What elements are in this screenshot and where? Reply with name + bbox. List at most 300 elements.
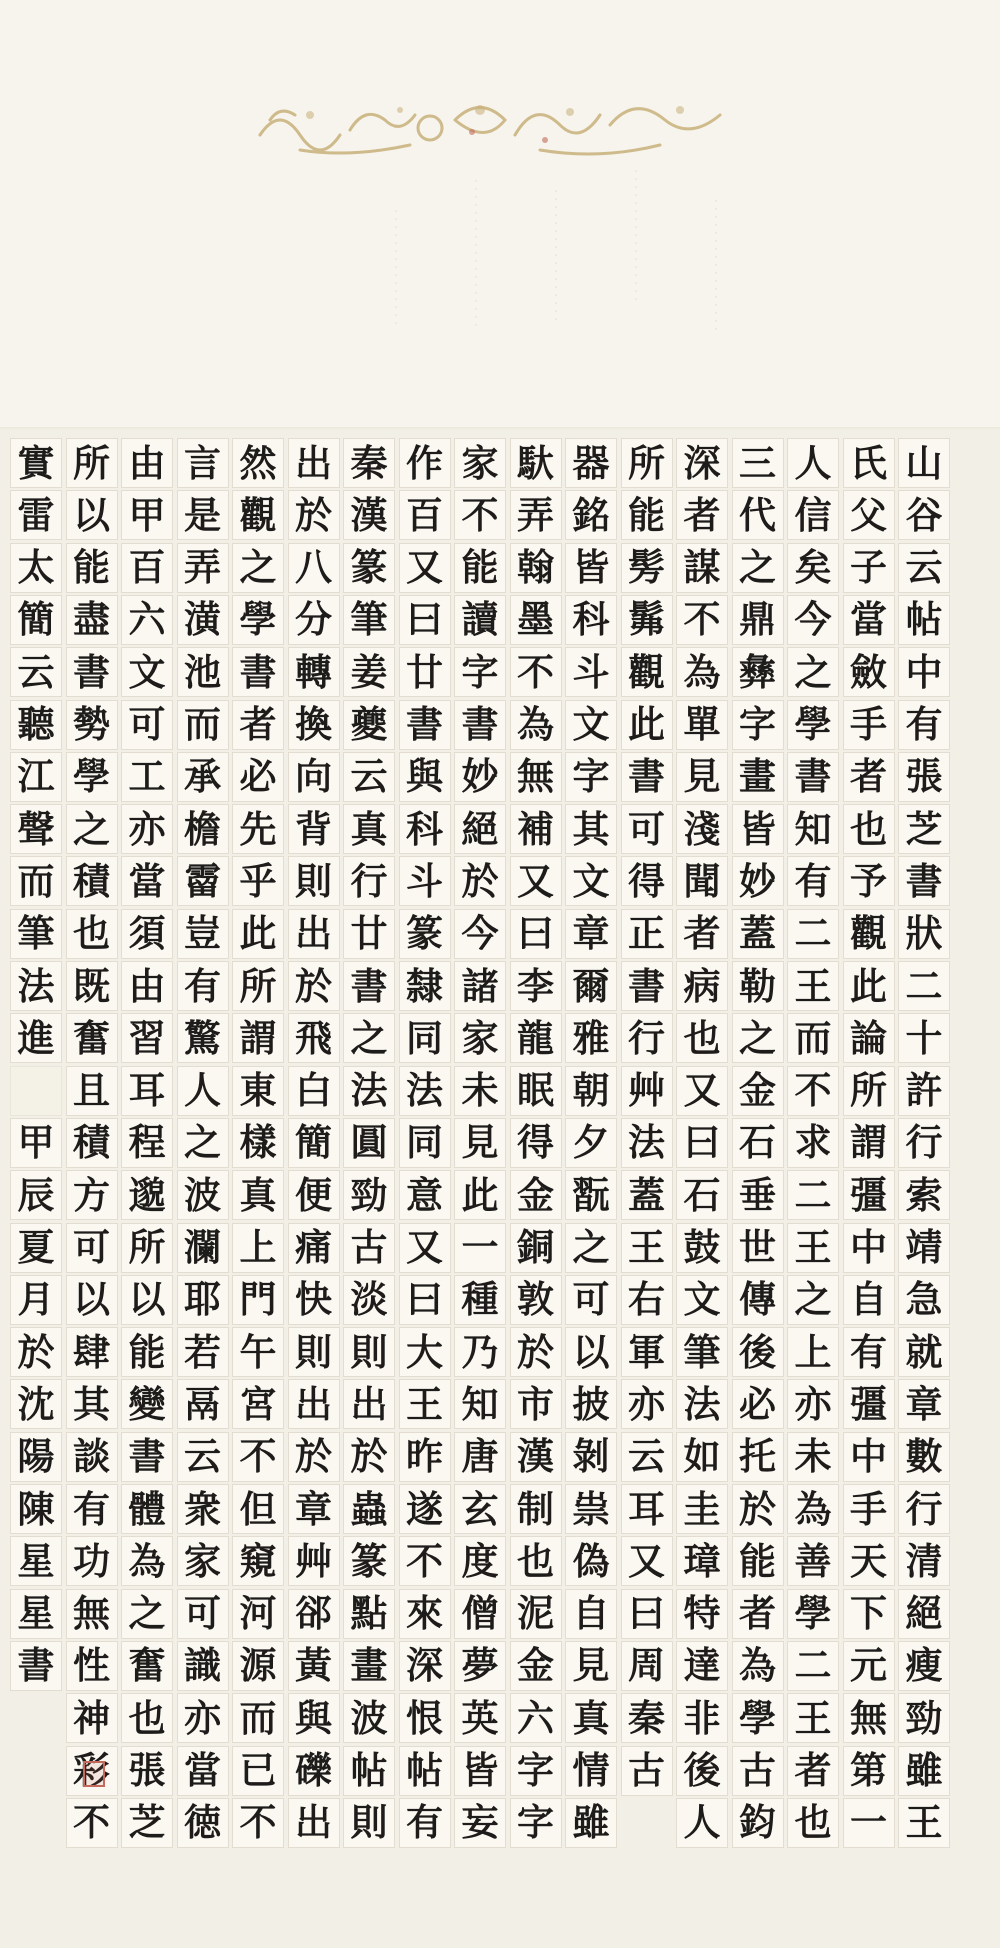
char-cell: 二	[787, 1170, 839, 1220]
char-cell: 書	[787, 752, 839, 802]
char-cell: 皆	[732, 804, 784, 854]
char-cell: 以	[121, 1275, 173, 1325]
char-cell: 行	[898, 1484, 950, 1534]
char-cell: 換	[288, 700, 340, 750]
char-cell: 不	[510, 647, 562, 697]
char-cell: 父	[843, 490, 895, 540]
char-cell: 也	[510, 1536, 562, 1586]
char-cell: 斗	[399, 856, 451, 906]
char-cell: 能	[732, 1536, 784, 1586]
char-cell: 科	[399, 804, 451, 854]
char-cell: 無	[66, 1589, 118, 1639]
char-cell: 書	[66, 647, 118, 697]
char-cell: 補	[510, 804, 562, 854]
char-cell: 門	[232, 1275, 284, 1325]
char-cell: 絕	[454, 804, 506, 854]
char-cell: 二	[898, 961, 950, 1011]
char-cell: 礫	[288, 1746, 340, 1796]
char-cell: 又	[399, 543, 451, 593]
char-cell: 奮	[121, 1641, 173, 1691]
calligraphy-grid	[17, 438, 958, 1924]
char-cell: 圭	[676, 1484, 728, 1534]
char-cell: 觀	[843, 909, 895, 959]
char-cell: 勁	[343, 1170, 395, 1220]
char-cell: 學	[787, 700, 839, 750]
char-cell: 特	[676, 1589, 728, 1639]
char-cell: 夔	[343, 700, 395, 750]
char-cell: 者	[676, 909, 728, 959]
char-cell: 有	[787, 856, 839, 906]
char-cell: 為	[121, 1536, 173, 1586]
char-cell: 之	[343, 1013, 395, 1063]
char-cell: 非	[676, 1693, 728, 1743]
char-cell: 書	[898, 856, 950, 906]
char-cell: 軍	[621, 1327, 673, 1377]
char-cell: 所	[121, 1223, 173, 1273]
char-cell: 鈞	[732, 1798, 784, 1848]
char-cell: 氏	[843, 438, 895, 488]
char-cell: 神	[66, 1693, 118, 1743]
char-cell: 右	[621, 1275, 673, 1325]
char-cell: 不	[232, 1432, 284, 1482]
char-cell: 者	[232, 700, 284, 750]
char-cell: 淡	[343, 1275, 395, 1325]
char-cell: 上	[787, 1327, 839, 1377]
char-cell: 當	[121, 856, 173, 906]
char-cell: 曰	[621, 1589, 673, 1639]
char-cell: 之	[787, 647, 839, 697]
char-cell: 妙	[732, 856, 784, 906]
char-cell: 未	[787, 1432, 839, 1482]
char-cell: 筆	[676, 1327, 728, 1377]
char-cell: 張	[121, 1746, 173, 1796]
char-cell: 清	[898, 1536, 950, 1586]
char-cell: 學	[232, 595, 284, 645]
char-cell: 云	[621, 1432, 673, 1482]
char-cell: 之	[732, 1013, 784, 1063]
char-cell: 書	[121, 1432, 173, 1482]
char-cell: 程	[121, 1118, 173, 1168]
char-cell: 後	[732, 1327, 784, 1377]
char-cell: 豈	[177, 909, 229, 959]
char-cell: 王	[787, 961, 839, 1011]
char-cell: 自	[843, 1275, 895, 1325]
char-cell: 既	[66, 961, 118, 1011]
char-cell: 周	[621, 1641, 673, 1691]
char-cell: 王	[787, 1693, 839, 1743]
char-cell: 蟲	[343, 1484, 395, 1534]
char-cell: 者	[843, 752, 895, 802]
char-cell: 艸	[621, 1066, 673, 1116]
char-cell: 髣	[621, 543, 673, 593]
char-cell: 星	[10, 1536, 62, 1586]
char-cell: 進	[10, 1013, 62, 1063]
char-cell: 耳	[121, 1066, 173, 1116]
char-cell: 家	[454, 438, 506, 488]
char-cell: 必	[232, 752, 284, 802]
char-cell: 出	[288, 1798, 340, 1848]
char-cell: 然	[232, 438, 284, 488]
char-cell: 文	[121, 647, 173, 697]
char-cell: 無	[510, 752, 562, 802]
char-cell: 同	[399, 1013, 451, 1063]
char-cell: 器	[565, 438, 617, 488]
char-cell: 古	[621, 1746, 673, 1796]
char-cell: 字	[732, 700, 784, 750]
char-cell: 午	[232, 1327, 284, 1377]
char-cell: 銘	[565, 490, 617, 540]
char-cell: 有	[66, 1484, 118, 1534]
char-cell: 觀	[621, 647, 673, 697]
char-cell: 度	[454, 1536, 506, 1586]
char-cell: 簡	[288, 1118, 340, 1168]
char-cell: 白	[288, 1066, 340, 1116]
char-cell: 見	[454, 1118, 506, 1168]
char-cell: 耳	[621, 1484, 673, 1534]
char-cell	[10, 1066, 62, 1116]
char-cell: 之	[232, 543, 284, 593]
char-cell: 書	[10, 1641, 62, 1691]
char-cell: 龍	[510, 1013, 562, 1063]
char-cell: 上	[232, 1223, 284, 1273]
char-cell: 必	[732, 1379, 784, 1429]
char-cell: 曰	[676, 1118, 728, 1168]
char-cell: 而	[10, 856, 62, 906]
char-cell: 性	[66, 1641, 118, 1691]
char-cell: 有	[399, 1798, 451, 1848]
char-cell: 章	[288, 1484, 340, 1534]
char-cell: 祟	[565, 1484, 617, 1534]
char-cell: 云	[898, 543, 950, 593]
char-cell: 文	[676, 1275, 728, 1325]
char-cell: 談	[66, 1432, 118, 1482]
char-cell: 雷	[10, 490, 62, 540]
char-cell: 於	[732, 1484, 784, 1534]
char-cell: 論	[843, 1013, 895, 1063]
char-cell: 芝	[898, 804, 950, 854]
char-cell: 隸	[399, 961, 451, 1011]
char-cell: 云	[10, 647, 62, 697]
char-cell: 當	[177, 1746, 229, 1796]
char-cell: 漢	[343, 490, 395, 540]
faint-ruled-lines	[0, 0, 1000, 430]
char-cell: 書	[621, 961, 673, 1011]
char-cell: 馱	[510, 438, 562, 488]
char-cell: 第	[843, 1746, 895, 1796]
char-cell: 背	[288, 804, 340, 854]
char-cell: 秦	[621, 1693, 673, 1743]
char-cell: 積	[66, 1118, 118, 1168]
header-margin	[0, 0, 1000, 430]
char-cell: 不	[676, 595, 728, 645]
char-cell: 今	[787, 595, 839, 645]
char-cell: 諸	[454, 961, 506, 1011]
char-cell: 邈	[121, 1170, 173, 1220]
char-cell: 先	[232, 804, 284, 854]
char-cell: 與	[399, 752, 451, 802]
char-cell: 能	[621, 490, 673, 540]
char-cell: 體	[121, 1484, 173, 1534]
char-cell: 三	[732, 438, 784, 488]
char-cell: 章	[898, 1379, 950, 1429]
char-cell: 為	[510, 700, 562, 750]
char-cell: 唐	[454, 1432, 506, 1482]
char-cell: 轉	[288, 647, 340, 697]
char-cell: 法	[10, 961, 62, 1011]
char-cell: 所	[232, 961, 284, 1011]
char-cell: 六	[121, 595, 173, 645]
char-cell: 作	[399, 438, 451, 488]
char-cell: 鼓	[676, 1223, 728, 1273]
char-cell: 意	[399, 1170, 451, 1220]
char-cell: 人	[177, 1066, 229, 1116]
char-cell: 狀	[898, 909, 950, 959]
char-cell: 未	[454, 1066, 506, 1116]
char-cell: 得	[510, 1118, 562, 1168]
char-cell: 百	[121, 543, 173, 593]
char-cell: 陳	[10, 1484, 62, 1534]
char-cell: 同	[399, 1118, 451, 1168]
char-cell: 盡	[66, 595, 118, 645]
char-cell: 霤	[177, 856, 229, 906]
char-cell: 而	[787, 1013, 839, 1063]
char-cell: 爾	[565, 961, 617, 1011]
char-cell: 得	[621, 856, 673, 906]
char-cell: 夕	[565, 1118, 617, 1168]
char-cell: 文	[565, 700, 617, 750]
char-cell: 也	[787, 1798, 839, 1848]
char-cell: 科	[565, 595, 617, 645]
char-cell: 王	[399, 1379, 451, 1429]
char-cell: 實	[10, 438, 62, 488]
char-cell: 雅	[565, 1013, 617, 1063]
char-cell: 璋	[676, 1536, 728, 1586]
char-cell: 予	[843, 856, 895, 906]
char-cell: 下	[843, 1589, 895, 1639]
char-cell: 黃	[288, 1641, 340, 1691]
char-cell: 中	[843, 1223, 895, 1273]
char-cell: 古	[343, 1223, 395, 1273]
char-cell: 靖	[898, 1223, 950, 1273]
char-cell: 痛	[288, 1223, 340, 1273]
char-cell: 耶	[177, 1275, 229, 1325]
char-cell: 彊	[843, 1170, 895, 1220]
char-cell: 行	[343, 856, 395, 906]
char-cell: 文	[565, 856, 617, 906]
char-cell: 則	[343, 1798, 395, 1848]
char-cell: 識	[177, 1641, 229, 1691]
char-cell: 有	[177, 961, 229, 1011]
char-cell: 可	[621, 804, 673, 854]
char-cell: 檐	[177, 804, 229, 854]
char-cell: 病	[676, 961, 728, 1011]
char-cell: 家	[177, 1536, 229, 1586]
char-cell: 之	[565, 1223, 617, 1273]
char-cell: 彩	[66, 1746, 118, 1796]
char-cell: 筆	[10, 909, 62, 959]
char-cell: 辰	[10, 1170, 62, 1220]
char-cell: 一	[843, 1798, 895, 1848]
char-cell: 曰	[510, 909, 562, 959]
char-cell: 今	[454, 909, 506, 959]
char-cell: 所	[66, 438, 118, 488]
char-cell: 勁	[898, 1693, 950, 1743]
char-cell: 波	[343, 1693, 395, 1743]
char-cell: 宮	[232, 1379, 284, 1429]
char-cell: 墨	[510, 595, 562, 645]
char-cell: 不	[454, 490, 506, 540]
char-cell: 篆	[343, 543, 395, 593]
char-cell: 市	[510, 1379, 562, 1429]
char-cell: 傳	[732, 1275, 784, 1325]
char-cell: 鼎	[732, 595, 784, 645]
char-cell: 觀	[232, 490, 284, 540]
char-cell: 謀	[676, 543, 728, 593]
char-cell: 帖	[898, 595, 950, 645]
char-cell: 陽	[10, 1432, 62, 1482]
char-cell: 書	[232, 647, 284, 697]
char-cell: 出	[288, 909, 340, 959]
char-cell: 於	[288, 490, 340, 540]
char-cell: 也	[676, 1013, 728, 1063]
char-cell: 圓	[343, 1118, 395, 1168]
char-cell: 人	[676, 1798, 728, 1848]
char-cell: 字	[510, 1798, 562, 1848]
char-cell: 蓋	[732, 909, 784, 959]
char-cell: 其	[66, 1379, 118, 1429]
char-cell: 單	[676, 700, 728, 750]
char-cell: 淺	[676, 804, 728, 854]
char-cell: 樣	[232, 1118, 284, 1168]
char-cell: 奮	[66, 1013, 118, 1063]
char-cell: 遂	[399, 1484, 451, 1534]
char-cell: 種	[454, 1275, 506, 1325]
char-cell: 簡	[10, 595, 62, 645]
char-cell: 八	[288, 543, 340, 593]
char-cell: 徳	[177, 1798, 229, 1848]
char-cell: 來	[399, 1589, 451, 1639]
char-cell: 朝	[565, 1066, 617, 1116]
char-cell: 書	[621, 752, 673, 802]
red-seal-stamp	[83, 1761, 105, 1787]
char-cell: 字	[565, 752, 617, 802]
char-cell: 亦	[177, 1693, 229, 1743]
char-cell: 能	[66, 543, 118, 593]
char-cell: 深	[676, 438, 728, 488]
char-cell: 勢	[66, 700, 118, 750]
char-cell: 於	[454, 856, 506, 906]
char-cell: 張	[898, 752, 950, 802]
char-cell: 姜	[343, 647, 395, 697]
char-cell: 為	[676, 647, 728, 697]
char-cell: 以	[66, 490, 118, 540]
char-cell: 鬲	[177, 1379, 229, 1429]
char-cell: 世	[732, 1223, 784, 1273]
char-cell: 帖	[399, 1746, 451, 1796]
char-cell: 斂	[843, 647, 895, 697]
char-cell: 昨	[399, 1432, 451, 1482]
char-cell: 甲	[10, 1118, 62, 1168]
char-cell: 芝	[121, 1798, 173, 1848]
char-cell: 皆	[565, 543, 617, 593]
char-cell: 知	[787, 804, 839, 854]
char-cell: 亦	[121, 804, 173, 854]
char-cell: 家	[454, 1013, 506, 1063]
char-cell: 金	[510, 1170, 562, 1220]
char-cell: 金	[510, 1641, 562, 1691]
char-cell: 沈	[10, 1379, 62, 1429]
char-cell: 亦	[621, 1379, 673, 1429]
char-cell: 無	[843, 1693, 895, 1743]
char-cell: 六	[510, 1693, 562, 1743]
char-cell: 銅	[510, 1223, 562, 1273]
char-cell: 池	[177, 647, 229, 697]
char-cell: 畫	[343, 1641, 395, 1691]
char-cell: 其	[565, 804, 617, 854]
char-cell: 則	[343, 1327, 395, 1377]
char-cell: 帖	[343, 1746, 395, 1796]
char-cell: 之	[121, 1589, 173, 1639]
char-cell: 工	[121, 752, 173, 802]
char-cell: 垂	[732, 1170, 784, 1220]
char-cell: 善	[787, 1536, 839, 1586]
char-cell: 十	[898, 1013, 950, 1063]
char-cell: 急	[898, 1275, 950, 1325]
char-cell: 真	[565, 1693, 617, 1743]
char-cell: 矣	[787, 543, 839, 593]
char-cell: 月	[10, 1275, 62, 1325]
char-cell: 變	[121, 1379, 173, 1429]
char-cell: 出	[343, 1379, 395, 1429]
char-cell: 托	[732, 1432, 784, 1482]
char-cell: 金	[732, 1066, 784, 1116]
char-cell: 眠	[510, 1066, 562, 1116]
char-cell: 不	[232, 1798, 284, 1848]
char-cell: 江	[10, 752, 62, 802]
char-cell: 潢	[177, 595, 229, 645]
char-cell: 斗	[565, 647, 617, 697]
char-cell: 東	[232, 1066, 284, 1116]
char-cell: 以	[565, 1327, 617, 1377]
char-cell: 可	[121, 700, 173, 750]
char-cell: 驚	[177, 1013, 229, 1063]
char-cell: 此	[454, 1170, 506, 1220]
char-cell: 妄	[454, 1798, 506, 1848]
char-cell: 不	[787, 1066, 839, 1116]
char-cell: 云	[177, 1432, 229, 1482]
char-cell: 於	[343, 1432, 395, 1482]
char-cell: 見	[565, 1641, 617, 1691]
char-cell: 肆	[66, 1327, 118, 1377]
char-cell: 手	[843, 700, 895, 750]
char-cell: 源	[232, 1641, 284, 1691]
char-cell: 出	[288, 438, 340, 488]
char-cell: 蓋	[621, 1170, 673, 1220]
char-cell: 積	[66, 856, 118, 906]
char-cell: 石	[676, 1170, 728, 1220]
char-cell: 聲	[10, 804, 62, 854]
char-cell: 此	[621, 700, 673, 750]
char-cell: 泥	[510, 1589, 562, 1639]
char-cell: 如	[676, 1432, 728, 1482]
char-cell: 學	[787, 1589, 839, 1639]
char-cell: 瀾	[177, 1223, 229, 1273]
char-cell: 能	[121, 1327, 173, 1377]
char-cell: 以	[66, 1275, 118, 1325]
char-cell: 出	[288, 1379, 340, 1429]
char-cell: 窺	[232, 1536, 284, 1586]
char-cell: 彊	[843, 1379, 895, 1429]
